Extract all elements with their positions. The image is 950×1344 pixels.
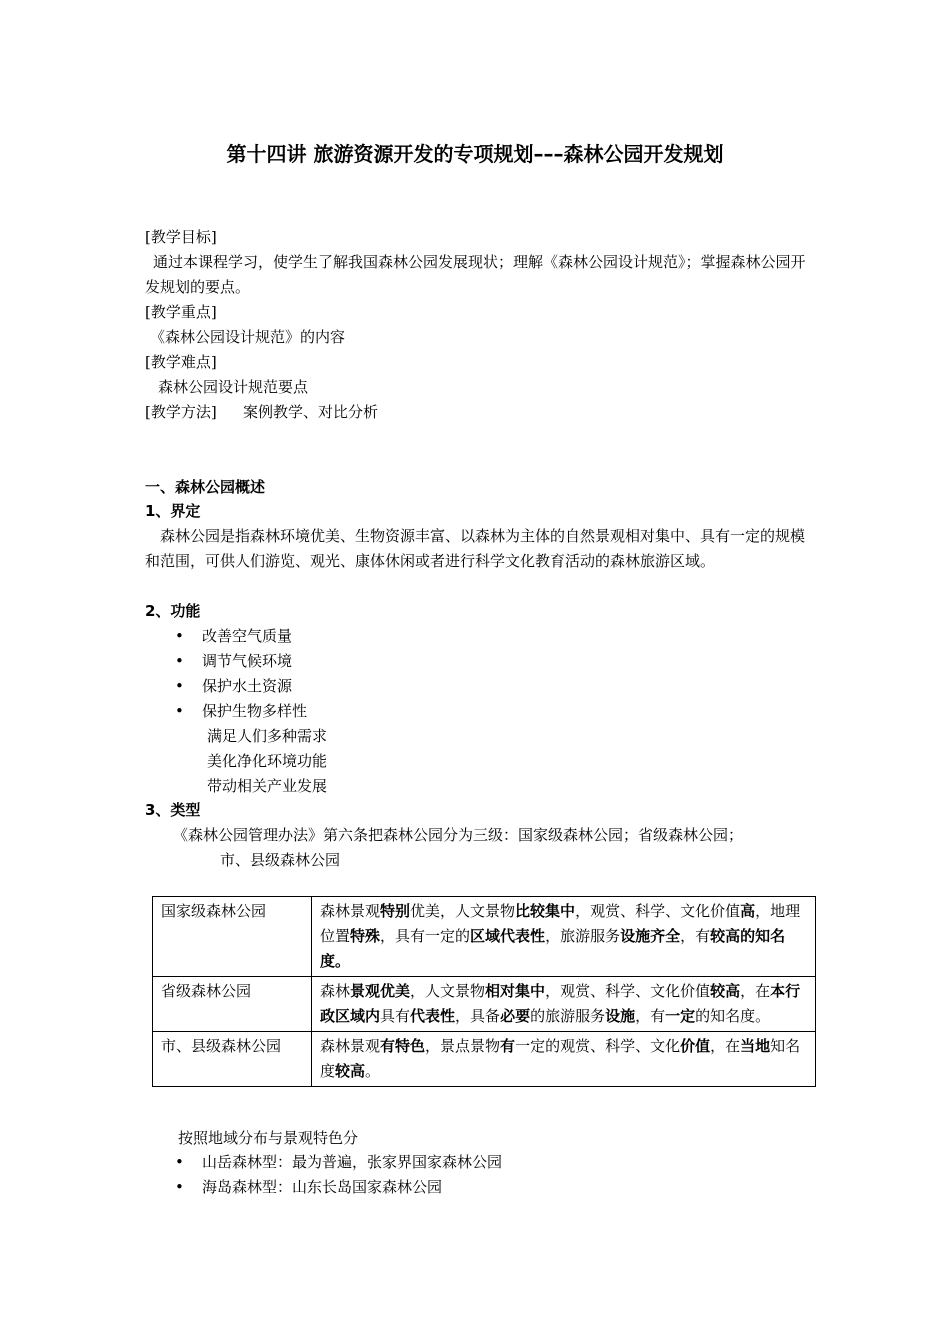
bullet-dot-icon: • (175, 652, 184, 670)
criteria-emphasis: 景观优美 (350, 982, 411, 1000)
criteria-text: ，景点景物 (425, 1037, 501, 1055)
type-text-cont: 市、县级森林公园 (220, 851, 341, 869)
bullet-dot-icon: • (175, 1178, 184, 1196)
criteria-text: 具有 (380, 1007, 411, 1025)
section-heading: 一、森林公园概述 (145, 478, 266, 496)
type-text: 《森林公园管理办法》第六条把森林公园分为三级：国家级森林公园；省级森林公园； (173, 826, 744, 844)
criteria-text: ，观赏、科学、文化价值 (545, 982, 711, 1000)
function-bullet: • 改善空气质量 (175, 624, 292, 649)
goal-label: [教学目标] (145, 228, 217, 246)
park-level-table (152, 896, 816, 1087)
function-extra: 带动相关产业发展 (207, 777, 328, 795)
table-row (153, 977, 816, 1032)
criteria-emphasis: 设施 (605, 1007, 636, 1025)
criteria-text: ，在 (710, 1037, 741, 1055)
criteria-text: 一定的观赏、科学、文化 (515, 1037, 681, 1055)
criteria-emphasis: 有 (500, 1037, 516, 1055)
table-row (153, 897, 816, 977)
park-criteria-cell (312, 897, 816, 977)
definition-text: 森林公园是指森林环境优美、生物资源丰富、以森林为主体的自然景观相对集中、具有一定的规模和范围，可供人们游览、观光、康体休闲或者进行科学文化教育活动的森林旅游区域。 (145, 527, 806, 570)
criteria-emphasis: 代表性 (410, 1007, 456, 1025)
criteria-emphasis: 区域代表性 (470, 927, 546, 945)
criteria-text: ，人文景物 (410, 982, 486, 1000)
table-row (153, 1032, 816, 1087)
function-bullet: • 保护生物多样性 (175, 699, 307, 724)
criteria-text: ，有 (680, 927, 711, 945)
criteria-emphasis: 必要 (500, 1007, 531, 1025)
criteria-text: ，观赏、科学、文化价值 (575, 902, 741, 920)
criteria-text: ，地理位置 (320, 902, 801, 945)
criteria-emphasis: 当地 (740, 1037, 771, 1055)
type-heading: 3、类型 (145, 801, 201, 819)
criteria-emphasis: 一定 (665, 1007, 696, 1025)
criteria-emphasis: 比较集中 (515, 902, 576, 920)
method-label: [教学方法] (145, 403, 217, 421)
criteria-emphasis: 有特色 (380, 1037, 426, 1055)
bullet-dot-icon: • (175, 1153, 184, 1171)
criteria-emphasis: 较高的知名度。 (320, 927, 786, 970)
function-extra: 美化净化环境功能 (207, 752, 328, 770)
criteria-emphasis: 高 (740, 902, 756, 920)
criteria-text: 的知名度。 (695, 1007, 771, 1025)
criteria-text: ，具有一定的 (380, 927, 471, 945)
criteria-text: 。 (365, 1062, 381, 1080)
criteria-emphasis: 较高 (335, 1062, 366, 1080)
bullet-dot-icon: • (175, 702, 184, 720)
criteria-text: ，具备 (455, 1007, 501, 1025)
bullet-dot-icon: • (175, 627, 184, 645)
criteria-emphasis: 相对集中 (485, 982, 546, 1000)
method-text: 案例教学、对比分析 (243, 403, 379, 421)
park-level-cell: 国家级森林公园 (153, 897, 312, 977)
criteria-emphasis: 价值 (680, 1037, 711, 1055)
criteria-emphasis: 较高 (710, 982, 741, 1000)
page-title: 第十四讲 旅游资源开发的专项规划–––森林公园开发规划 (226, 142, 724, 166)
function-extra: 满足人们多种需求 (207, 727, 328, 745)
geo-bullet: • 山岳森林型：最为普遍，张家界国家森林公园 (175, 1150, 502, 1175)
bullet-dot-icon: • (175, 677, 184, 695)
criteria-text: ，在 (740, 982, 771, 1000)
criteria-text: ，有 (635, 1007, 666, 1025)
criteria-text: 知名度 (320, 1037, 801, 1080)
criteria-emphasis: 设施齐全 (620, 927, 681, 945)
criteria-text: 优美，人文景物 (410, 902, 516, 920)
criteria-emphasis: 特别 (380, 902, 411, 920)
focus-label: [教学重点] (145, 303, 217, 321)
criteria-emphasis: 特殊 (350, 927, 381, 945)
difficulty-label: [教学难点] (145, 353, 217, 371)
park-criteria-cell (312, 977, 816, 1032)
criteria-text: 森林景观 (320, 1037, 381, 1055)
park-level-cell: 省级森林公园 (153, 977, 312, 1032)
function-heading: 2、功能 (145, 602, 201, 620)
park-level-cell: 市、县级森林公园 (153, 1032, 312, 1087)
definition-heading: 1、界定 (145, 502, 201, 520)
criteria-text: 的旅游服务 (530, 1007, 606, 1025)
difficulty-text: 森林公园设计规范要点 (158, 378, 309, 396)
geo-bullet: • 海岛森林型：山东长岛国家森林公园 (175, 1175, 442, 1200)
criteria-text: 森林景观 (320, 902, 381, 920)
goal-text: 通过本课程学习，使学生了解我国森林公园发展现状；理解《森林公园设计规范》；掌握森林公园开发规划的要点。 (145, 253, 806, 296)
geo-intro: 按照地域分布与景观特色分 (178, 1129, 359, 1147)
park-criteria-cell (312, 1032, 816, 1087)
focus-text: 《森林公园设计规范》的内容 (150, 328, 346, 346)
criteria-text: 森林 (320, 982, 351, 1000)
function-bullet: • 调节气候环境 (175, 649, 292, 674)
criteria-emphasis: 本行政区域内 (320, 982, 801, 1025)
criteria-text: ，旅游服务 (545, 927, 621, 945)
function-bullet: • 保护水土资源 (175, 674, 292, 699)
